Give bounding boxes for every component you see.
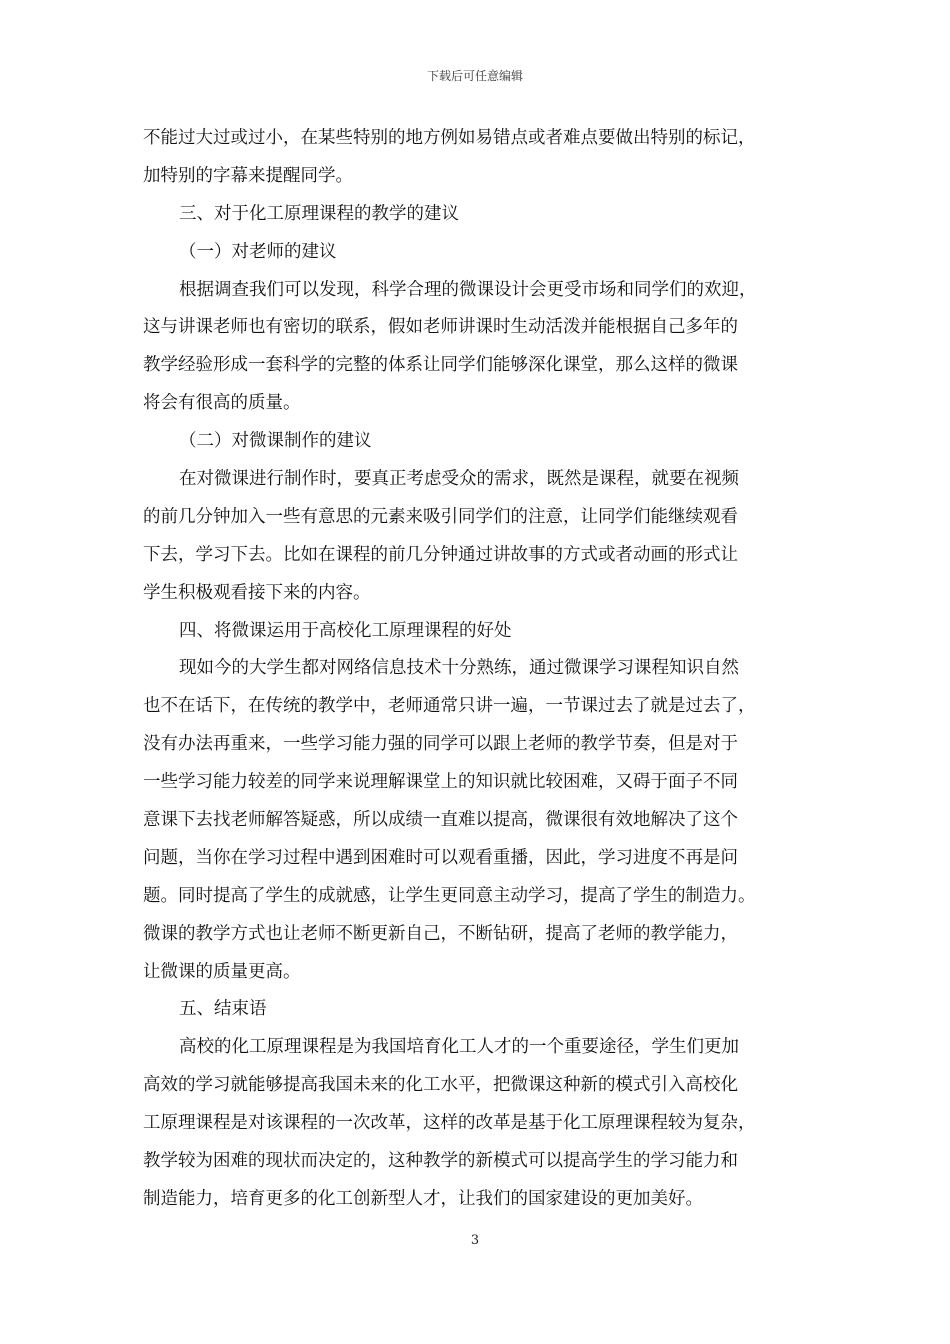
text-line: 加特别的字幕来提醒同学。 (143, 165, 353, 186)
page-header-note: 下载后可任意编辑 (426, 69, 523, 83)
text-line: 高校的化工原理课程是为我国培育化工人才的一个重要途径，学生们更加 (179, 1037, 739, 1058)
text-line: 制造能力，培育更多的化工创新型人才，让我们的国家建设的更加美好。 (143, 1188, 703, 1209)
text-line: 在对微课进行制作时，要真正考虑受众的需求，既然是课程，就要在视频 (179, 469, 739, 490)
text-line: 教学较为困难的现状而决定的，这种教学的新模式可以提高学生的学习能力和 (143, 1151, 738, 1172)
document-body (143, 120, 819, 1219)
text-line: 的前几分钟加入一些有意思的元素来吸引同学们的注意，让同学们能继续观看 (143, 506, 738, 527)
text-line: 工原理课程是对该课程的一次改革，这样的改革是基于化工原理课程较为复杂， (143, 1113, 756, 1134)
text-line: 不能过大过或过小，在某些特别的地方例如易错点或者难点要做出特别的标记， (143, 128, 756, 148)
text-line: 也不在话下，在传统的教学中，老师通常只讲一遍，一节课过去了就是过去了， (143, 696, 756, 717)
text-line: 让微课的质量更高。 (143, 961, 301, 982)
text-line: 一些学习能力较差的同学来说理解课堂上的知识就比较困难，又碍于面子不同 (143, 772, 738, 793)
text-line: 意课下去找老师解答疑惑，所以成绩一直难以提高，微课很有效地解决了这个 (143, 810, 738, 831)
text-line: 下去，学习下去。比如在课程的前几分钟通过讲故事的方式或者动画的形式让 (143, 544, 738, 565)
text-line: 五、结束语 (179, 999, 267, 1020)
text-line: 教学经验形成一套科学的完整的体系让同学们能够深化课堂，那么这样的微课 (143, 355, 738, 376)
text-line: 四、将微课运用于高校化工原理课程的好处 (179, 620, 512, 641)
text-line: 学生积极观看接下来的内容。 (143, 582, 371, 603)
text-line: （二）对微课制作的建议 (179, 431, 372, 452)
text-line: 根据调查我们可以发现，科学合理的微课设计会更受市场和同学们的欢迎， (179, 279, 757, 300)
text-line: 题。同时提高了学生的成就感，让学生更同意主动学习，提高了学生的制造力。 (143, 885, 756, 906)
text-line: 高效的学习就能够提高我国未来的化工水平，把微课这种新的模式引入高校化 (143, 1075, 738, 1096)
page-number: 3 (470, 1233, 480, 1248)
text-line: 微课的教学方式也让老师不断更新自己，不断钻研，提高了老师的教学能力， (143, 923, 738, 944)
text-line: 问题，当你在学习过程中遇到困难时可以观看重播，因此，学习进度不再是问 (143, 847, 738, 868)
text-line: 三、对于化工原理课程的教学的建议 (179, 203, 459, 224)
text-line: 将会有很高的质量。 (143, 393, 301, 414)
text-line: （一）对老师的建议 (179, 241, 337, 262)
text-line: 没有办法再重来，一些学习能力强的同学可以跟上老师的教学节奏，但是对于 (143, 734, 738, 755)
text-line: 现如今的大学生都对网络信息技术十分熟练，通过微课学习课程知识自然 (179, 658, 739, 679)
text-line: 这与讲课老师也有密切的联系，假如老师讲课时生动活泼并能根据自己多年的 (143, 317, 738, 338)
